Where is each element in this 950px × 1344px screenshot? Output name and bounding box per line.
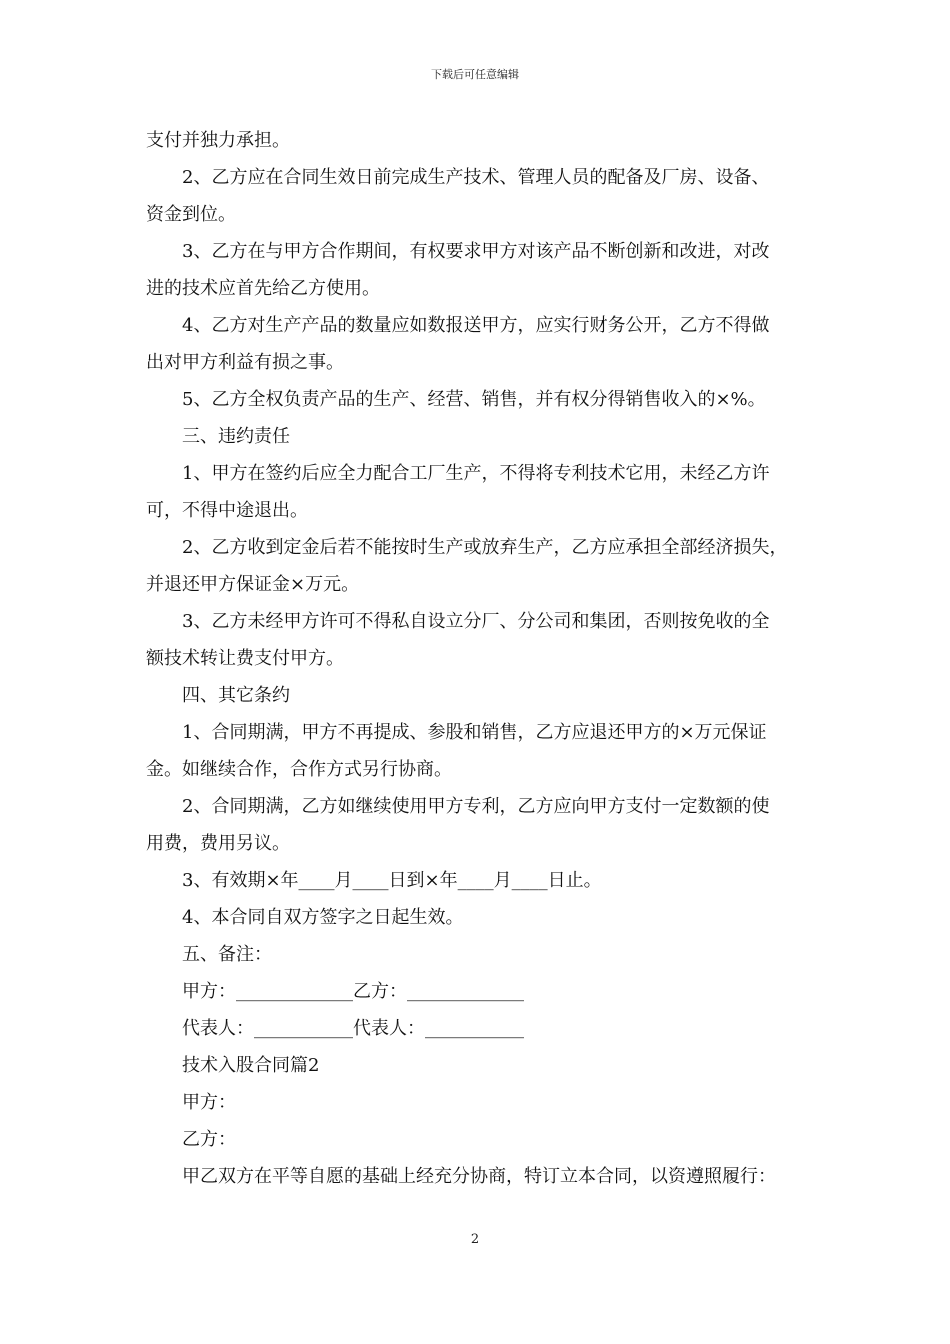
paragraph-line: 四、其它条约 [182, 685, 290, 706]
paragraph-line: 额技术转让费支付甲方。 [146, 648, 344, 669]
paragraph-line: 5、乙方全权负责产品的生产、经营、销售，并有权分得销售收入的×%。 [182, 389, 766, 410]
document-body [146, 122, 816, 1195]
paragraph-line: 可，不得中途退出。 [146, 500, 308, 521]
paragraph-line: 并退还甲方保证金×万元。 [146, 574, 360, 595]
paragraph-line: 1、合同期满，甲方不再提成、参股和销售，乙方应退还甲方的×万元保证 [182, 722, 767, 743]
page-number: 2 [470, 1232, 480, 1247]
paragraph-line: 乙方： [182, 1129, 236, 1150]
paragraph-line: 3、乙方未经甲方许可不得私自设立分厂、分公司和集团，否则按免收的全 [182, 611, 770, 632]
paragraph-line: 2、合同期满，乙方如继续使用甲方专利，乙方应向甲方支付一定数额的使 [182, 796, 770, 817]
paragraph-line: 2、乙方应在合同生效日前完成生产技术、管理人员的配备及厂房、设备、 [182, 167, 770, 188]
paragraph-line: 1、甲方在签约后应全力配合工厂生产，不得将专利技术它用，未经乙方许 [182, 463, 770, 484]
paragraph-line: 进的技术应首先给乙方使用。 [146, 278, 380, 299]
paragraph-line: 资金到位。 [146, 204, 236, 225]
paragraph-line: 甲方： [182, 1092, 236, 1113]
page-header: 下载后可任意编辑 [431, 68, 519, 81]
paragraph-line: 五、备注： [182, 944, 272, 965]
paragraph-line: 甲方：_____________乙方：_____________ [182, 981, 524, 1002]
paragraph-line: 支付并独力承担。 [146, 130, 290, 151]
paragraph-line: 2、乙方收到定金后若不能按时生产或放弃生产，乙方应承担全部经济损失， [182, 537, 788, 558]
paragraph-line: 4、乙方对生产产品的数量应如数报送甲方，应实行财务公开，乙方不得做 [182, 315, 770, 336]
paragraph-line: 3、有效期×年____月____日到×年____月____日止。 [182, 870, 602, 891]
paragraph-line: 3、乙方在与甲方合作期间，有权要求甲方对该产品不断创新和改进，对改 [182, 241, 770, 262]
paragraph-line: 用费，费用另议。 [146, 833, 290, 854]
paragraph-line: 金。如继续合作，合作方式另行协商。 [146, 759, 452, 780]
paragraph-line: 代表人：___________代表人：___________ [182, 1018, 524, 1039]
paragraph-line: 出对甲方利益有损之事。 [146, 352, 344, 373]
paragraph-line: 甲乙双方在平等自愿的基础上经充分协商，特订立本合同，以资遵照履行： [182, 1166, 776, 1187]
paragraph-line: 三、违约责任 [182, 426, 290, 447]
paragraph-line: 技术入股合同篇2 [182, 1055, 320, 1076]
paragraph-line: 4、本合同自双方签字之日起生效。 [182, 907, 464, 928]
